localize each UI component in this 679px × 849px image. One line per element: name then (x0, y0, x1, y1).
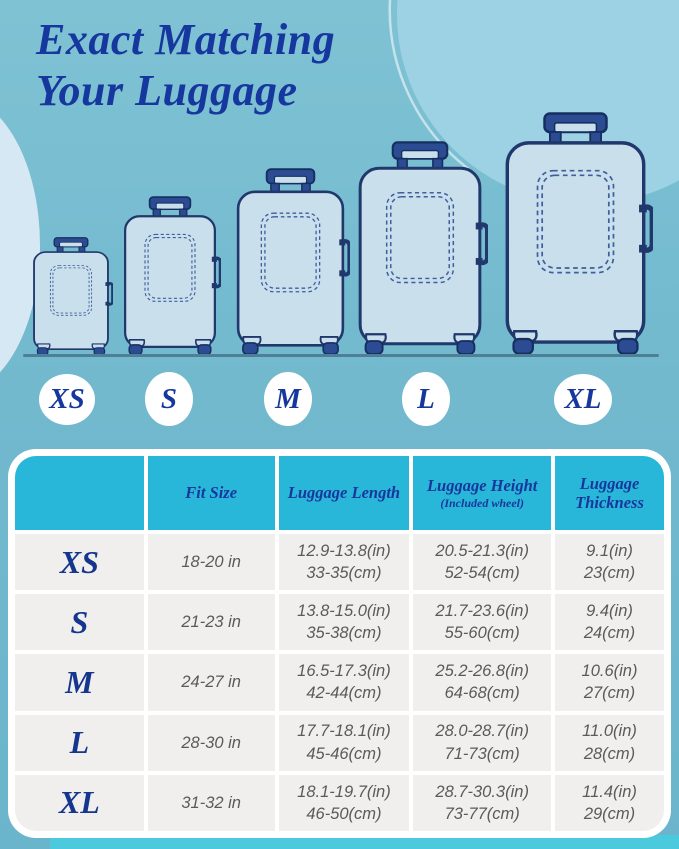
row-m-length-in: 16.5-17.3(in) (297, 662, 391, 681)
row-xs-thickness-cm: 23(cm) (583, 564, 636, 583)
suitcase-m-icon (231, 168, 350, 356)
size-badge-m-label: M (275, 382, 301, 415)
row-s-height-in: 21.7-23.6(in) (435, 602, 529, 621)
ground-line-xl (492, 354, 659, 357)
row-xs-thickness (555, 534, 664, 590)
row-l-label: L (15, 715, 144, 771)
row-xs-height-cm: 52-54(cm) (444, 564, 520, 583)
ground-line-m (225, 354, 356, 357)
suitcase-xl-icon (498, 112, 653, 356)
row-xs-height-in: 20.5-21.3(in) (435, 541, 529, 560)
row-s-thickness-in: 9.4(in) (586, 602, 633, 621)
row-m-height (413, 654, 551, 710)
suitcase-xs-icon (29, 237, 113, 356)
row-l-thickness-in: 11.0(in) (582, 722, 637, 741)
row-s-length-cm: 35-38(cm) (306, 624, 382, 643)
size-badge-xs-label: XS (49, 383, 85, 415)
row-xs-length-cm: 33-35(cm) (306, 564, 382, 583)
row-m-length-cm: 42-44(cm) (306, 684, 382, 703)
row-m-length (279, 654, 410, 710)
row-l-height-cm: 71-73(cm) (444, 744, 520, 763)
row-s-length-in: 13.8-15.0(in) (297, 602, 391, 621)
row-xl-thickness-in: 11.4(in) (582, 782, 637, 801)
row-xs-thickness-in: 9.1(in) (586, 541, 633, 560)
header-cell-size (15, 456, 144, 530)
ground-line-xs (23, 354, 119, 357)
size-badge-s-label: S (160, 382, 178, 415)
row-xs-length (279, 534, 410, 590)
size-badge-xl (554, 374, 612, 425)
row-m-thickness-in: 10.6(in) (581, 662, 638, 681)
row-xl-length-in: 18.1-19.7(in) (297, 782, 391, 801)
row-m-thickness-cm: 27(cm) (583, 684, 636, 703)
row-l-thickness-cm: 28(cm) (583, 744, 636, 763)
row-xl-label: XL (15, 775, 144, 831)
row-l-thickness (555, 715, 664, 771)
size-chart-card (8, 449, 671, 838)
row-m-height-cm: 64-68(cm) (444, 684, 520, 703)
row-s-height (413, 594, 551, 650)
suitcase-s-icon (119, 196, 221, 356)
row-l-fit-size: 28-30 in (148, 715, 275, 771)
row-s-thickness (555, 594, 664, 650)
row-s-length (279, 594, 410, 650)
ground-line-s (113, 354, 227, 357)
row-m-fit-size: 24-27 in (148, 654, 275, 710)
row-s-label: S (15, 594, 144, 650)
row-xl-fit-size: 31-32 in (148, 775, 275, 831)
row-l-length (279, 715, 410, 771)
row-xl-thickness-cm: 29(cm) (583, 804, 636, 823)
size-badge-s (145, 372, 193, 426)
row-s-height-cm: 55-60(cm) (444, 624, 520, 643)
row-s-fit-size: 21-23 in (148, 594, 275, 650)
row-l-height-in: 28.0-28.7(in) (435, 722, 529, 741)
header-cell-luggage-height (413, 456, 551, 530)
row-l-length-cm: 45-46(cm) (306, 744, 382, 763)
row-xl-length (279, 775, 410, 831)
header-cell-luggage-thickness: Luggage Thickness (555, 456, 664, 530)
size-badge-xs (39, 374, 95, 425)
row-m-thickness (555, 654, 664, 710)
row-l-height (413, 715, 551, 771)
size-chart-table (15, 456, 664, 831)
row-xl-height-cm: 73-77(cm) (444, 804, 520, 823)
row-l-length-in: 17.7-18.1(in) (297, 722, 391, 741)
size-badge-m (264, 372, 312, 426)
header-luggage-height-label: Luggage Height (426, 475, 538, 495)
page-title (36, 14, 335, 116)
header-cell-luggage-length: Luggage Length (279, 456, 410, 530)
page-title-line2: Your Luggage (36, 66, 298, 116)
row-xs-height (413, 534, 551, 590)
suitcase-l-icon (352, 141, 488, 356)
row-xs-label: XS (15, 534, 144, 590)
header-luggage-height-note: (Included wheel) (440, 496, 525, 511)
row-m-height-in: 25.2-26.8(in) (435, 662, 529, 681)
row-xl-height-in: 28.7-30.3(in) (435, 782, 529, 801)
row-xl-length-cm: 46-50(cm) (306, 804, 382, 823)
row-xs-length-in: 12.9-13.8(in) (297, 541, 391, 560)
row-s-thickness-cm: 24(cm) (583, 624, 636, 643)
row-xs-fit-size: 18-20 in (148, 534, 275, 590)
row-xl-height (413, 775, 551, 831)
size-badge-xl-label: XL (564, 383, 602, 415)
ground-line-l (346, 354, 494, 357)
page-title-line1: Exact Matching (36, 15, 336, 64)
header-cell-fit-size: Fit Size (148, 456, 275, 530)
row-xl-thickness (555, 775, 664, 831)
size-badge-l (402, 372, 450, 426)
size-badge-l-label: L (417, 382, 435, 415)
row-m-label: M (15, 654, 144, 710)
